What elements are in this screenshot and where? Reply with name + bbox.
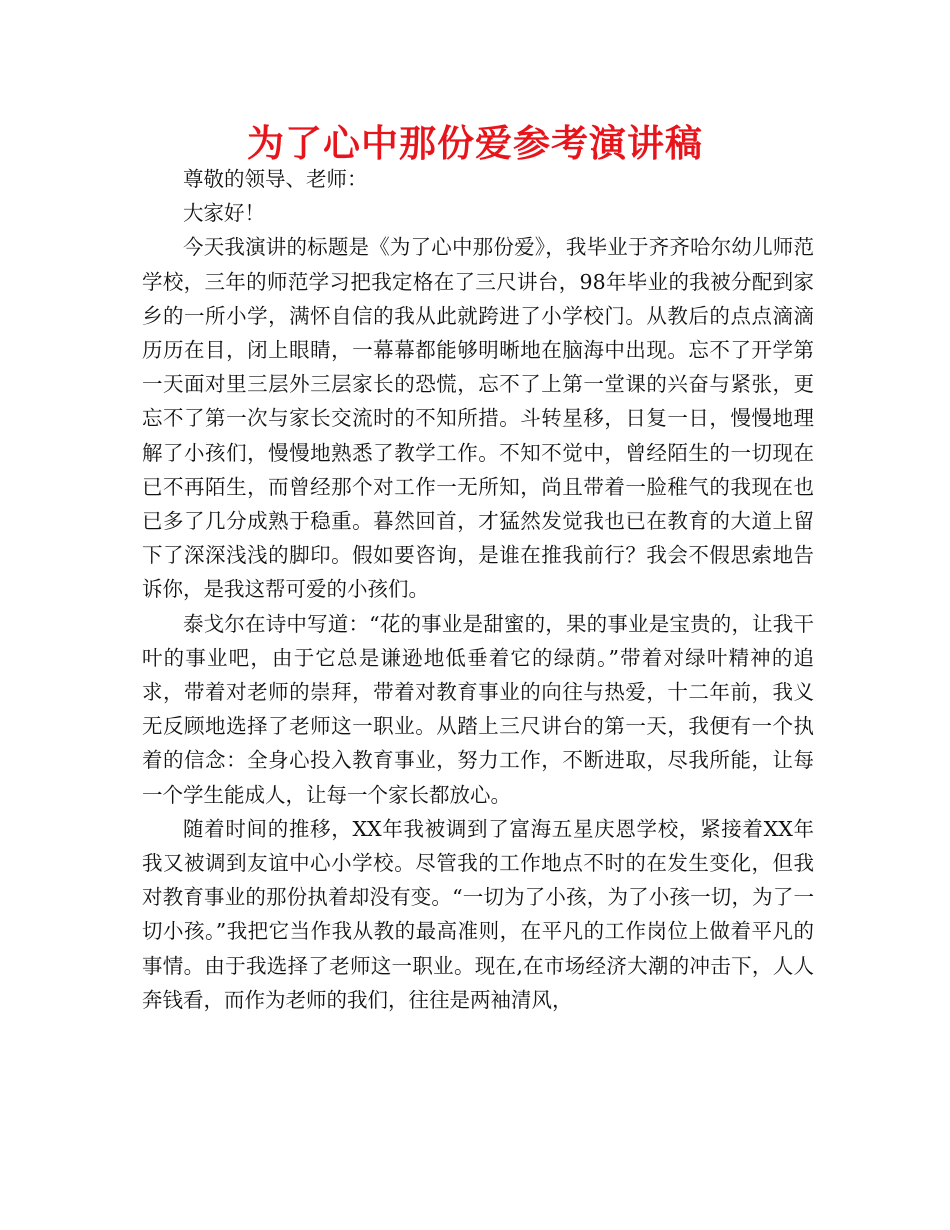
paragraph-transfer: 随着时间的推移，XX年我被调到了富海五星庆恩学校，紧接着XX年我又被调到友谊中心小学校。尽管我的工作地点不时的在发生变化，但我对教育事业的那份执着却没有变。“一切为了小孩，为了小孩一切，为了一切小孩。”我把它当作我从教的最高准则，在平凡的工作岗位上做着平凡的事情。由于我选择了老师这一职业。现在,在市场经济大潮的冲击下，人人奔钱看，而作为老师的我们，往往是两袖清风， xyxy=(142,816,814,1012)
document-body xyxy=(142,162,814,1017)
salutation: 尊敬的领导、老师： xyxy=(183,167,368,191)
paragraph-intro: 今天我演讲的标题是《为了心中那份爱》，我毕业于齐齐哈尔幼儿师范学校，三年的师范学习把我定格在了三尺讲台，98年毕业的我被分配到家乡的一所小学，满怀自信的我从此就跨进了小学校门。从教后的点点滴滴历历在目，闭上眼睛，一幕幕都能够明晰地在脑海中出现。忘不了开学第一天面对里三层外三层家长的恐慌，忘不了上第一堂课的兴奋与紧张，更忘不了第一次与家长交流时的不知所措。斗转星移，日复一日，慢慢地理解了小孩们，慢慢地熟悉了教学工作。不知不觉中，曾经陌生的一切现在已不再陌生，而曾经那个对工作一无所知，尚且带着一脸稚气的我现在也已多了几分成熟于稳重。暮然回首，才猛然发觉我也已在教育的大道上留下了深深浅浅的脚印。假如要咨询，是谁在推我前行？我会不假思索地告诉你，是我这帮可爱的小孩们。 xyxy=(142,235,814,602)
greeting: 大家好！ xyxy=(183,201,265,226)
paragraph-tagore: 泰戈尔在诗中写道：“花的事业是甜蜜的，果的事业是宝贵的，让我干叶的事业吧，由于它总是谦逊地低垂着它的绿荫。”带着对绿叶精神的追求，带着对老师的崇拜，带着对教育事业的向往与热爱，十二年前，我义无反顾地选择了老师这一职业。从踏上三尺讲台的第一天，我便有一个执着的信念：全身心投入教育事业，努力工作，不断进取，尽我所能，让每一个学生能成人，让每一个家长都放心。 xyxy=(142,611,814,807)
document-title: 为了心中那份爱参考演讲稿 xyxy=(247,122,703,165)
